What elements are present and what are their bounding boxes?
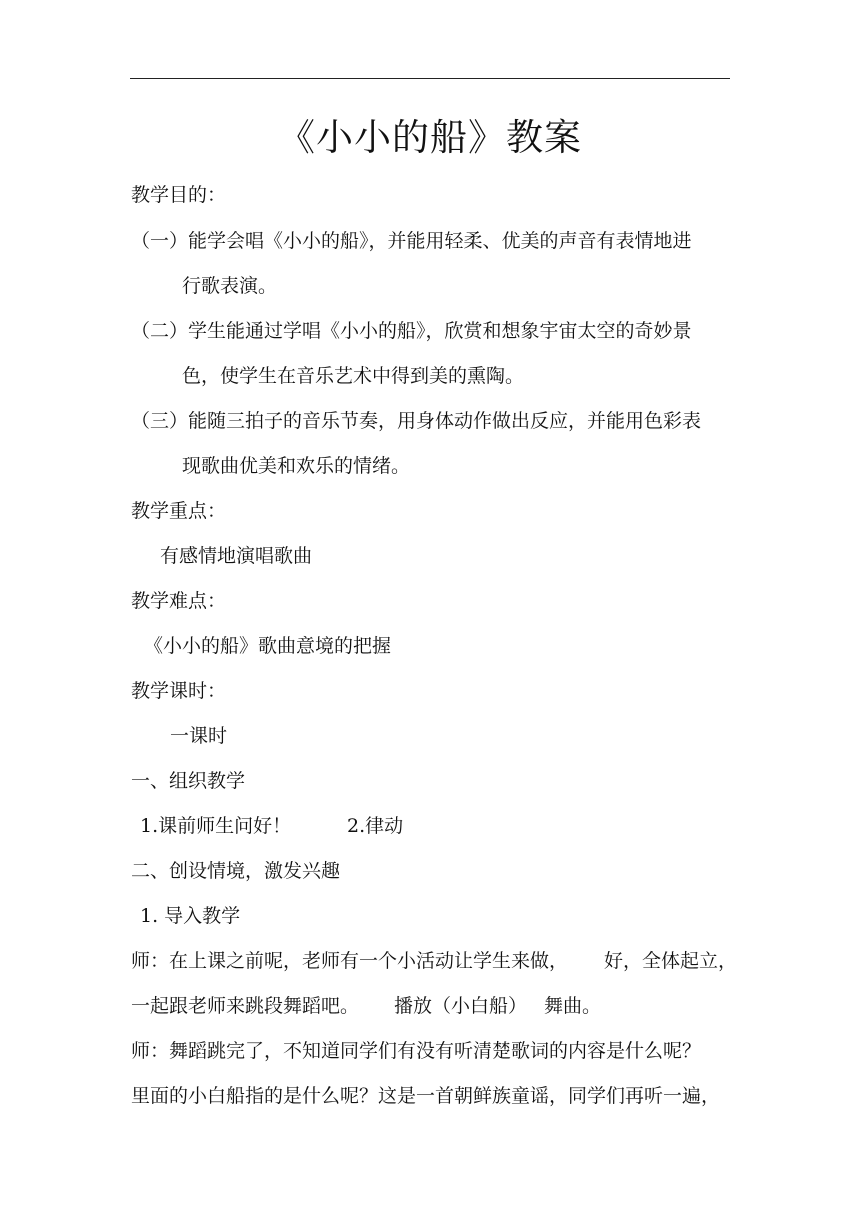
objective-3-line2: 现歌曲优美和欢乐的情绪。 bbox=[182, 455, 411, 477]
objectives-heading: 教学目的： bbox=[131, 184, 227, 206]
paragraph-1-line1-a: 师：在上课之前呢，老师有一个小活动让学生来做， bbox=[131, 950, 569, 972]
periods-text: 一课时 bbox=[170, 725, 228, 747]
difficulty-heading: 教学难点： bbox=[131, 590, 227, 612]
difficulty-text: 《小小的船》歌曲意境的把握 bbox=[144, 635, 392, 657]
paragraph-2-line2: 里面的小白船指的是什么呢？这是一首朝鲜族童谣，同学们再听一遍， bbox=[131, 1085, 721, 1107]
paragraph-1-line1-b: 好，全体起立， bbox=[604, 950, 738, 972]
objective-1-line2: 行歌表演。 bbox=[182, 275, 278, 297]
section-2-heading: 二、创设情境，激发兴趣 bbox=[131, 860, 341, 882]
objective-2-line1: （二）学生能通过学唱《小小的船》，欣赏和想象宇宙太空的奇妙景 bbox=[131, 320, 692, 342]
section-1-item-2: 2.律动 bbox=[347, 815, 404, 837]
section-1-item-1: 1.课前师生问好！ bbox=[140, 815, 292, 837]
paragraph-2-line1: 师：舞蹈跳完了，不知道同学们有没有听清楚歌词的内容是什么呢？ bbox=[131, 1040, 702, 1062]
key-point-heading: 教学重点： bbox=[131, 500, 227, 522]
key-point-text: 有感情地演唱歌曲 bbox=[160, 545, 313, 567]
section-2-sub-1: 1. 导入教学 bbox=[140, 905, 241, 927]
section-1-heading: 一、组织教学 bbox=[131, 770, 246, 792]
objective-1-line1: （一）能学会唱《小小的船》，并能用轻柔、优美的声音有表情地进 bbox=[131, 230, 692, 252]
header-rule bbox=[130, 78, 730, 79]
document-title: 《小小的船》教案 bbox=[278, 116, 582, 159]
objective-2-line2: 色，使学生在音乐艺术中得到美的熏陶。 bbox=[182, 365, 525, 387]
paragraph-1-line2-b: 播放（小白船） bbox=[394, 995, 528, 1017]
periods-heading: 教学课时： bbox=[131, 680, 227, 702]
objective-3-line1: （三）能随三拍子的音乐节奏，用身体动作做出反应，并能用色彩表 bbox=[131, 410, 702, 432]
paragraph-1-line2-a: 一起跟老师来跳段舞蹈吧。 bbox=[131, 995, 360, 1017]
paragraph-1-line2-c: 舞曲。 bbox=[544, 995, 602, 1017]
